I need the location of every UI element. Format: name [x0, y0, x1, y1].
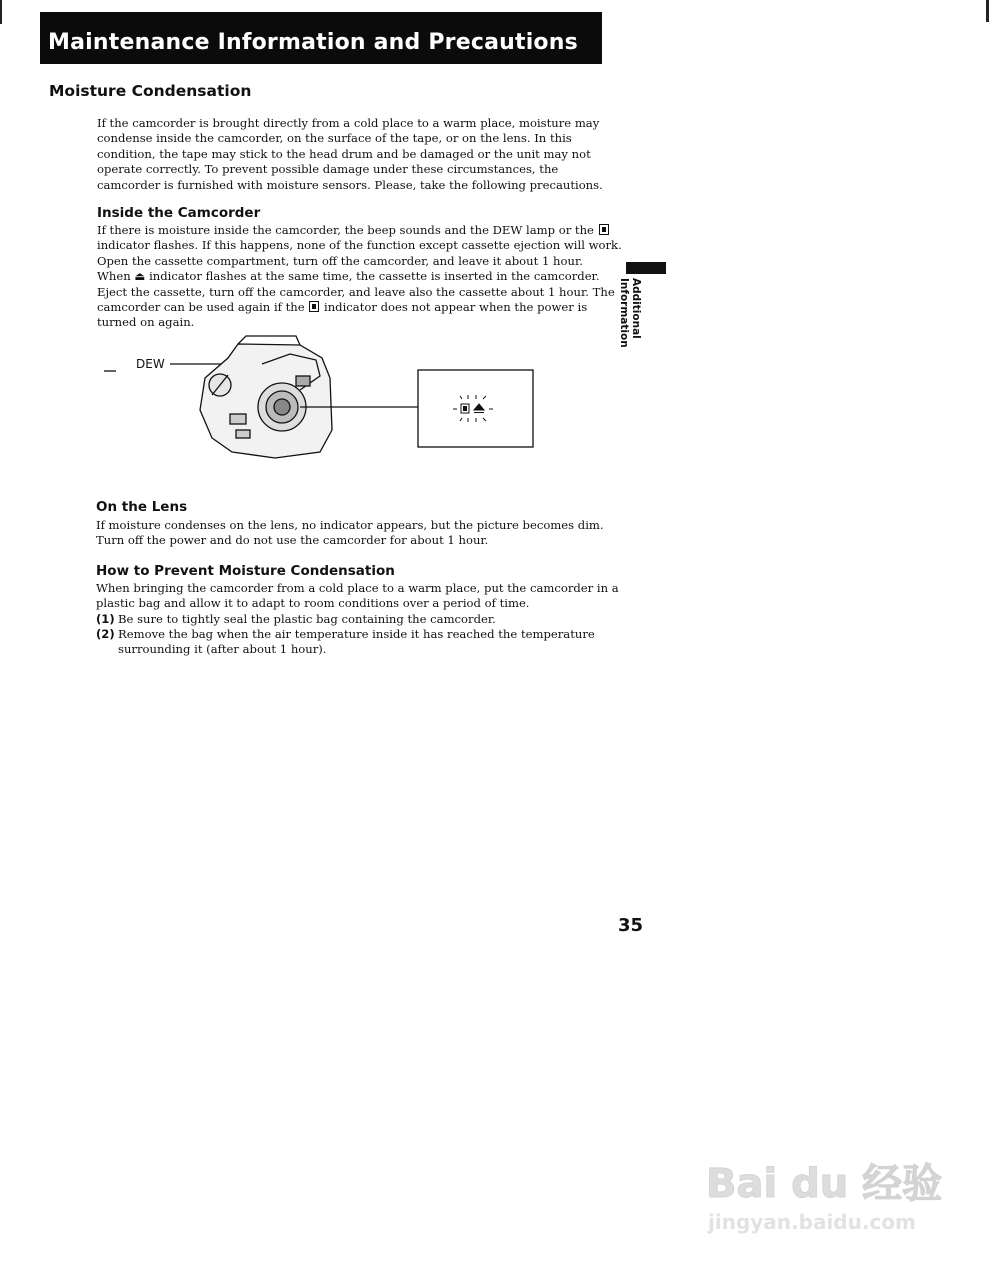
prevent-paragraph — [96, 581, 619, 612]
lens-title: On the Lens — [96, 499, 188, 515]
page-title: Maintenance Information and Precautions — [48, 30, 578, 55]
step-line: Be sure to tightly seal the plastic bag containing the camcorder. — [118, 612, 496, 626]
eject-icon: ⏏ — [134, 269, 146, 284]
intro-line: condition, the tape may stick to the head drum and be damaged or the unit may not — [97, 146, 591, 161]
inside-line: indicator flashes. If this happens, none of the function except cassette ejection will work. — [97, 238, 622, 253]
lens-line: Turn off the power and do not use the camcorder for about 1 hour. — [96, 533, 489, 548]
page-number: 35 — [618, 915, 644, 936]
step-text — [118, 612, 598, 627]
inside-line4-pre: When — [97, 269, 131, 284]
inside-line: turned on again. — [97, 315, 195, 330]
inside-line6-post: indicator does not appear when the power is — [324, 300, 588, 315]
side-index-tab — [626, 262, 666, 274]
lens-paragraph — [96, 518, 604, 549]
camcorder-lens-inner — [274, 399, 290, 415]
inside-line: Open the cassette compartment, turn off the camcorder, and leave it about 1 hour. — [97, 253, 583, 268]
intro-line: operate correctly. To prevent possible damage under these circumstances, the — [97, 162, 559, 177]
step-line: surrounding it (after about 1 hour). — [118, 642, 327, 657]
watermark-brand: Bai du 经验 — [706, 1161, 943, 1207]
prevent-line: plastic bag and allow it to adapt to room conditions over a period of time. — [96, 596, 530, 611]
camcorder-figure — [0, 0, 620, 480]
camcorder-button — [230, 414, 246, 424]
side-section-label: Additional Information — [618, 278, 642, 348]
prevent-line: When bringing the camcorder from a cold place to a warm place, put the camcorder in a — [96, 581, 619, 595]
intro-line: condense inside the camcorder, on the surface of the tape, or on the lens. In this — [97, 131, 572, 146]
step-text — [118, 627, 598, 658]
step-line: Remove the bag when the air temperature inside it has reached the temperature — [118, 627, 595, 641]
intro-line: If the camcorder is brought directly from a cold place to a warm place, moisture may — [97, 116, 600, 130]
prevent-title: How to Prevent Moisture Condensation — [96, 563, 395, 579]
step-number: (2) — [96, 627, 115, 641]
inside-line: Eject the cassette, turn off the camcorder, and leave also the cassette about 1 hour. The — [97, 284, 615, 299]
watermark — [706, 1140, 946, 1270]
inside-line1-text: If there is moisture inside the camcorder, the beep sounds and the DEW lamp or the — [97, 223, 594, 237]
inside-title: Inside the Camcorder — [97, 205, 261, 221]
intro-line: camcorder is furnished with moisture sensors. Please, take the following precautions. — [97, 177, 603, 192]
inside-line4-post: indicator flashes at the same time, the cassette is inserted in the camcorder. — [149, 269, 600, 284]
camcorder-button — [236, 430, 250, 438]
dew-callout-label: DEW — [136, 357, 165, 371]
step-number: (1) — [96, 612, 115, 626]
scan-edge-right — [986, 0, 989, 22]
camcorder-lamp — [296, 376, 310, 386]
lens-line: If moisture condenses on the lens, no indicator appears, but the picture becomes dim. — [96, 518, 604, 532]
section-title: Moisture Condensation — [49, 82, 252, 100]
watermark-url: jingyan.baidu.com — [708, 1210, 916, 1234]
inside-line6-pre: camcorder can be used again if the — [97, 300, 305, 315]
